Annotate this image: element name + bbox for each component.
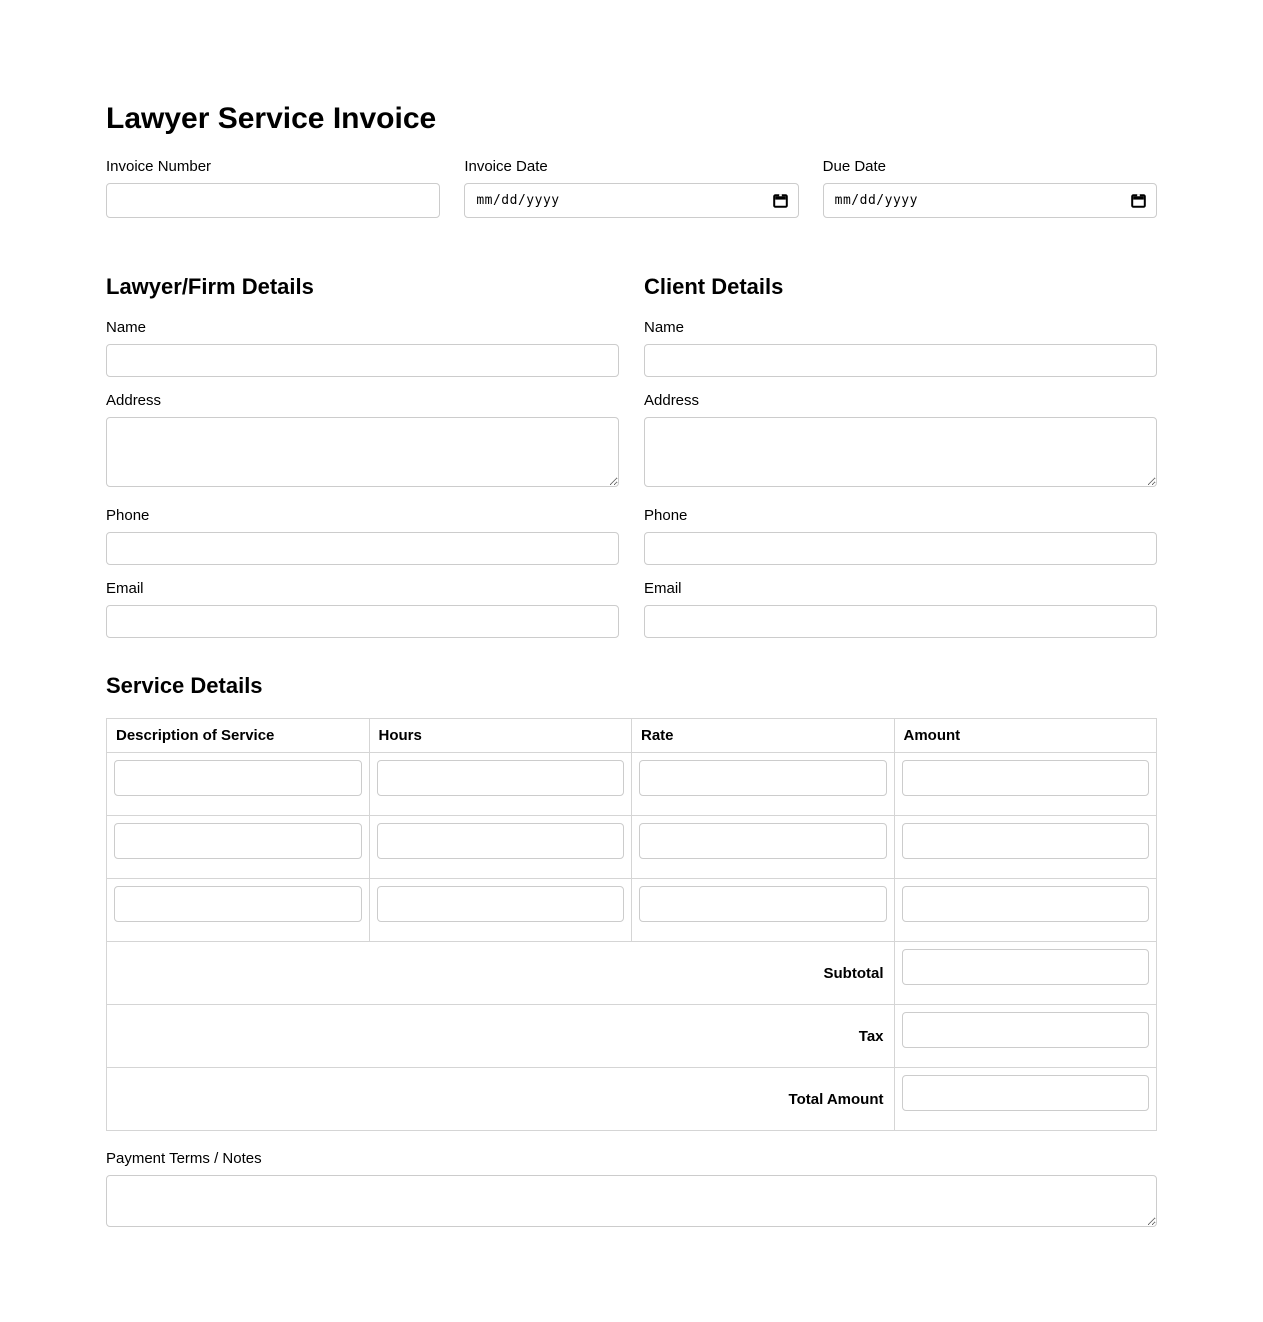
client-address-label: Address <box>644 391 700 409</box>
client-phone-field <box>644 507 1157 565</box>
client-phone-input[interactable] <box>644 532 1157 565</box>
lawyer-phone-field <box>106 507 619 565</box>
lawyer-phone-input[interactable] <box>106 532 619 565</box>
subtotal-input[interactable] <box>902 949 1150 985</box>
client-details-heading: Client Details <box>644 273 784 299</box>
service-hours-input-3[interactable] <box>377 886 625 922</box>
lawyer-email-label: Email <box>106 579 144 597</box>
service-table <box>106 718 1157 1131</box>
service-row <box>107 753 1157 816</box>
lawyer-address-textarea[interactable] <box>106 417 619 487</box>
total-amount-input[interactable] <box>902 1075 1150 1111</box>
client-name-field <box>644 319 1157 377</box>
payment-terms-label: Payment Terms / Notes <box>106 1150 262 1168</box>
tax-label: Tax <box>107 1005 895 1068</box>
total-amount-label: Total Amount <box>107 1068 895 1131</box>
invoice-meta-row <box>106 158 1157 218</box>
client-address-field <box>644 392 1157 492</box>
due-date-input[interactable] <box>823 183 1157 218</box>
lawyer-details-heading: Lawyer/Firm Details <box>106 273 314 299</box>
lawyer-email-input[interactable] <box>106 605 619 638</box>
service-rate-input-1[interactable] <box>639 760 887 796</box>
client-email-label: Email <box>644 579 682 597</box>
service-amount-input-2[interactable] <box>902 823 1150 859</box>
service-amount-input-3[interactable] <box>902 886 1150 922</box>
service-hours-input-1[interactable] <box>377 760 625 796</box>
client-name-input[interactable] <box>644 344 1157 377</box>
invoice-date-field <box>464 158 798 218</box>
page-title: Lawyer Service Invoice <box>106 102 437 135</box>
subtotal-label: Subtotal <box>107 942 895 1005</box>
service-description-input-3[interactable] <box>114 886 362 922</box>
calendar-icon[interactable] <box>1131 193 1146 208</box>
service-details-heading: Service Details <box>106 672 263 698</box>
service-rate-input-2[interactable] <box>639 823 887 859</box>
total-amount-row <box>107 1068 1157 1131</box>
col-header-description: Description of Service <box>107 719 370 753</box>
due-date-placeholder: mm/dd/yyyy <box>834 192 918 208</box>
client-address-textarea[interactable] <box>644 417 1157 487</box>
service-description-input-1[interactable] <box>114 760 362 796</box>
client-email-input[interactable] <box>644 605 1157 638</box>
service-row <box>107 816 1157 879</box>
lawyer-address-field <box>106 392 619 492</box>
lawyer-phone-label: Phone <box>106 506 150 524</box>
payment-terms-field <box>106 1150 1157 1232</box>
service-table-header-row <box>107 719 1157 753</box>
client-details-section <box>644 274 1157 638</box>
service-hours-input-2[interactable] <box>377 823 625 859</box>
lawyer-name-input[interactable] <box>106 344 619 377</box>
service-description-input-2[interactable] <box>114 823 362 859</box>
lawyer-address-label: Address <box>106 391 162 409</box>
due-date-field <box>823 158 1157 218</box>
tax-row <box>107 1005 1157 1068</box>
client-email-field <box>644 580 1157 638</box>
invoice-date-label: Invoice Date <box>464 157 548 175</box>
invoice-date-input[interactable] <box>464 183 798 218</box>
subtotal-row <box>107 942 1157 1005</box>
calendar-icon[interactable] <box>773 193 788 208</box>
lawyer-details-section <box>106 274 619 638</box>
col-header-rate: Rate <box>632 719 895 753</box>
lawyer-email-field <box>106 580 619 638</box>
invoice-number-label: Invoice Number <box>106 157 212 175</box>
col-header-hours: Hours <box>369 719 632 753</box>
col-header-amount: Amount <box>894 719 1157 753</box>
service-amount-input-1[interactable] <box>902 760 1150 796</box>
client-phone-label: Phone <box>644 506 688 524</box>
client-name-label: Name <box>644 318 685 336</box>
payment-terms-textarea[interactable] <box>106 1175 1157 1227</box>
details-columns <box>106 274 1157 638</box>
invoice-date-placeholder: mm/dd/yyyy <box>476 192 560 208</box>
tax-input[interactable] <box>902 1012 1150 1048</box>
invoice-number-field <box>106 158 440 218</box>
service-rate-input-3[interactable] <box>639 886 887 922</box>
lawyer-name-label: Name <box>106 318 147 336</box>
invoice-number-input[interactable] <box>106 183 440 218</box>
service-row <box>107 879 1157 942</box>
lawyer-name-field <box>106 319 619 377</box>
due-date-label: Due Date <box>822 157 887 175</box>
